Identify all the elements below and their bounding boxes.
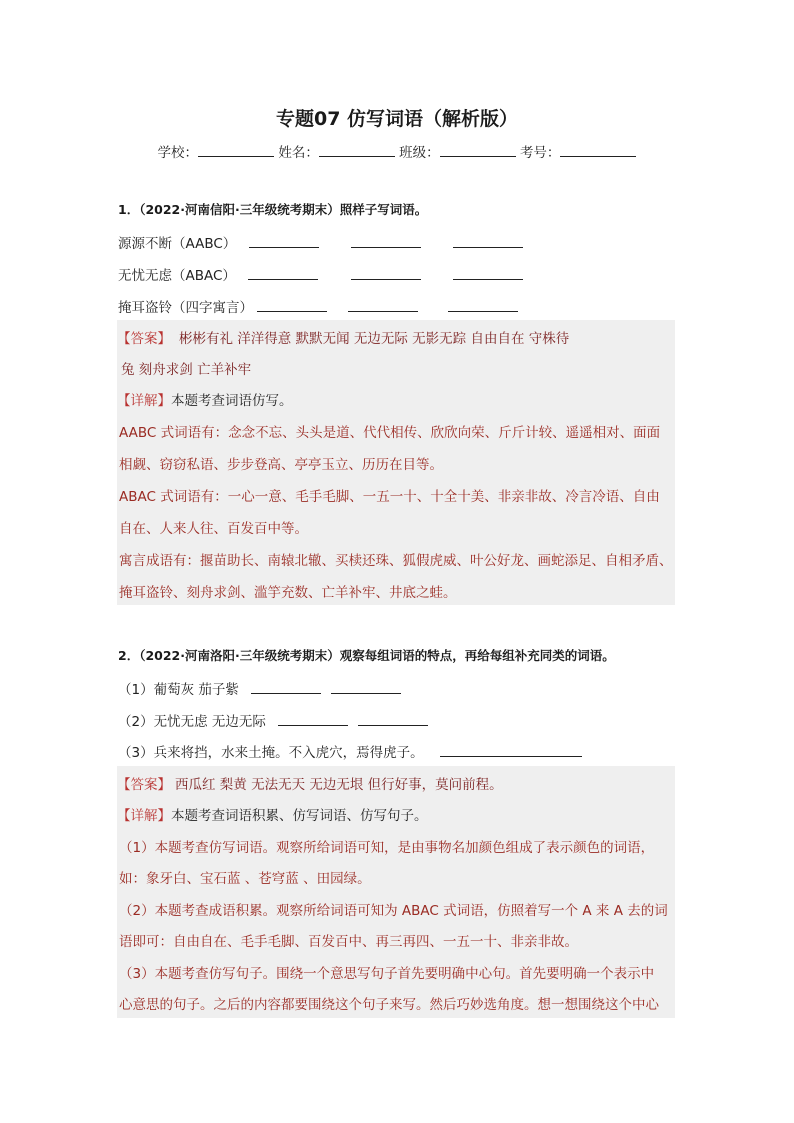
name-label: 姓名： (278, 145, 319, 161)
answer-blank[interactable] (358, 712, 428, 726)
question-2-line-1 (118, 678, 401, 698)
answer-blank[interactable] (351, 266, 421, 280)
detail-tag: 【详解】 (117, 808, 171, 824)
class-blank[interactable] (440, 143, 516, 157)
answer-line (117, 773, 675, 793)
number-blank[interactable] (560, 143, 636, 157)
answer-blank[interactable] (448, 298, 518, 312)
detail-intro: 本题考查词语积累、仿写词语、仿写句子。 (171, 808, 428, 824)
answer-blank[interactable] (248, 266, 318, 280)
answer-blank[interactable] (440, 743, 582, 757)
question-2-answer-box (117, 766, 675, 1018)
detail-line (117, 389, 675, 409)
question-2-line-2 (118, 710, 428, 730)
answer-tag: 【答案】 (117, 777, 171, 793)
detail-text: AABC 式词语有：念念不忘、头头是道、代代相传、欣欣向荣、斤斤计较、遥遥相对、面面 (119, 425, 661, 441)
detail-line (117, 930, 677, 950)
detail-text: 语即可：自由自在、毛手毛脚、百发百中、再三再四、一五一十、非亲非故。 (119, 934, 578, 950)
question-1-line-1 (118, 232, 523, 252)
detail-text: （2）本题考查成语积累。观察所给词语可知为 ABAC 式词语，仿照着写一个 A 来 A 去的词 (119, 903, 668, 919)
detail-line (117, 993, 677, 1013)
question-2-heading: 2．（2022·河南洛阳·三年级统考期末）观察每组词语的特点，再给每组补充同类的词语。 (118, 648, 615, 663)
answer-blank[interactable] (348, 298, 418, 312)
detail-line (117, 962, 677, 982)
line-prompt: 源源不断（AABC） (118, 236, 237, 252)
detail-line (117, 453, 677, 473)
answer-text: 西瓜红 梨黄 无法无天 无边无垠 但行好事，莫问前程。 (175, 777, 503, 793)
answer-line: 兔 刻舟求剑 亡羊补牢 (121, 362, 252, 378)
question-1-line-3 (118, 296, 518, 316)
number-label: 考号： (519, 145, 561, 161)
detail-text: 如：象牙白、宝石蓝 、苍穹蓝 、田园绿。 (119, 871, 371, 887)
detail-line (117, 485, 677, 505)
detail-text: （3）本题考查仿写句子。围绕一个意思写句子首先要明确中心句。首先要明确一个表示中 (119, 966, 655, 982)
detail-line (117, 836, 677, 856)
answer-blank[interactable] (257, 298, 327, 312)
detail-line (117, 517, 677, 537)
answer-blank[interactable] (453, 266, 523, 280)
line-prompt: （1）葡萄灰 茄子紫 (118, 682, 239, 698)
question-1-heading: 1．（2022·河南信阳·三年级统考期末）照样子写词语。 (118, 202, 428, 217)
answer-blank[interactable] (351, 234, 421, 248)
detail-text: 掩耳盗铃、刻舟求剑、滥竽充数、亡羊补牢、井底之蛙。 (119, 585, 457, 601)
detail-text: 自在、人来人往、百发百中等。 (119, 521, 308, 537)
detail-line (117, 899, 677, 919)
line-prompt: （2）无忧无虑 无边无际 (118, 714, 266, 730)
line-prompt: （3）兵来将挡，水来土掩。不入虎穴，焉得虎子。 (118, 745, 424, 761)
line-prompt: 掩耳盗铃（四字寓言） (118, 300, 253, 316)
detail-line (117, 549, 677, 569)
detail-intro: 本题考查词语仿写。 (171, 393, 293, 409)
question-1-answer-box (117, 320, 675, 605)
school-blank[interactable] (198, 143, 274, 157)
detail-text: ABAC 式词语有：一心一意、毛手毛脚、一五一十、十全十美、非亲非故、冷言冷语、自由 (119, 489, 660, 505)
class-label: 班级： (399, 145, 440, 161)
detail-text: 心意思的句子。之后的内容都要围绕这个句子来写。然后巧妙选角度。想一想围绕这个中心 (119, 997, 659, 1013)
answer-line (117, 327, 675, 347)
detail-line (117, 867, 677, 887)
answer-tag: 【答案】 (117, 331, 171, 347)
detail-text: （1）本题考查仿写词语。观察所给词语可知，是由事物名加颜色组成了表示颜色的词语， (119, 840, 655, 856)
answer-blank[interactable] (453, 234, 523, 248)
answer-blank[interactable] (251, 680, 321, 694)
detail-text: 相觑、窃窃私语、步步登高、亭亭玉立、历历在目等。 (119, 457, 443, 473)
detail-tag: 【详解】 (117, 393, 171, 409)
question-1-line-2 (118, 264, 523, 284)
answer-blank[interactable] (278, 712, 348, 726)
line-prompt: 无忧无虑（ABAC） (118, 268, 236, 284)
detail-text: 寓言成语有：揠苗助长、南辕北辙、买椟还珠、狐假虎威、叶公好龙、画蛇添足、自相矛盾、 (119, 553, 673, 569)
document-title: 专题07 仿写词语（解析版） (275, 108, 519, 130)
answer-blank[interactable] (331, 680, 401, 694)
question-2-line-3 (118, 741, 582, 761)
detail-line (117, 421, 677, 441)
answer-text: 彬彬有礼 洋洋得意 默默无闻 无边无际 无影无踪 自由自在 守株待 (179, 331, 570, 347)
detail-line (117, 581, 677, 601)
name-blank[interactable] (319, 143, 395, 157)
school-label: 学校： (157, 145, 199, 161)
answer-blank[interactable] (249, 234, 319, 248)
detail-line (117, 804, 675, 824)
student-info-line (0, 141, 794, 161)
